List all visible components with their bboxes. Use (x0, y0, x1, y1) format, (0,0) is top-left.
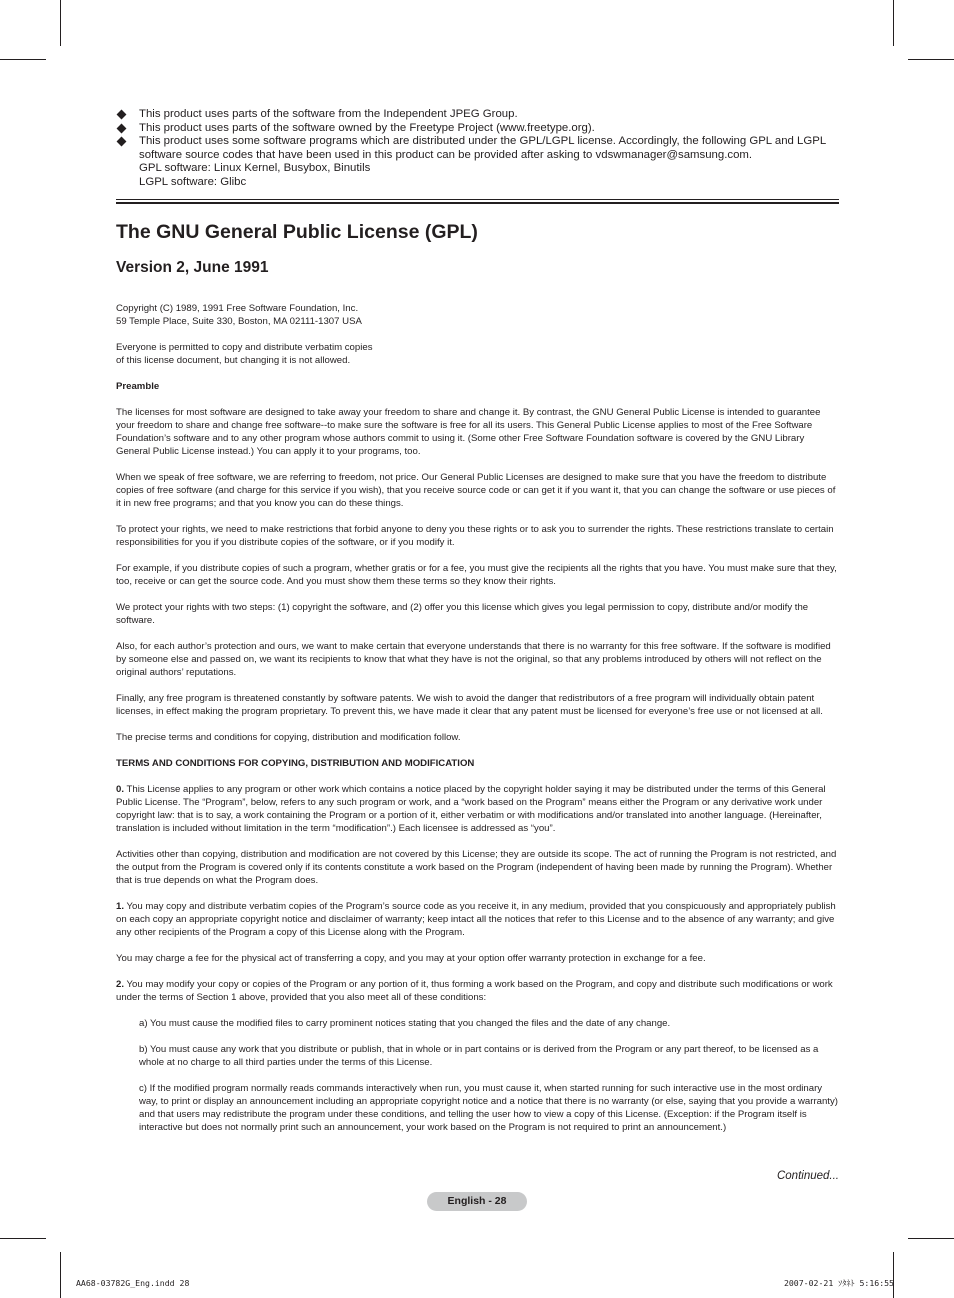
diamond-bullet-icon (117, 137, 127, 147)
crop-mark (908, 59, 954, 60)
crop-mark (893, 0, 894, 46)
list-item (116, 108, 839, 122)
bullet-text: LGPL software: Glibc (139, 175, 247, 188)
page-title: The GNU General Public License (GPL) (116, 221, 478, 243)
section-divider (116, 199, 839, 204)
list-item (116, 135, 839, 189)
copyright-notice (116, 302, 839, 328)
crop-mark (60, 0, 61, 46)
bullet-text: This product uses some software programs which are distributed under the GPL/LGPL license. Accordingly, the following GPL and LGPL software source codes that have been used in this product can be provided after asking to vdswmanager@samsung.com. (139, 135, 826, 161)
address-line: 59 Temple Place, Suite 330, Boston, MA 02111-1307 USA (116, 316, 362, 327)
bullet-text: GPL software: Linux Kernel, Busybox, Binutils (139, 162, 371, 174)
section-text: You may copy and distribute verbatim copies of the Program’s source code as you receive it, in any medium, provided that you conspicuously and appropriately publish on each copy an appropriate copyright notice and disclaimer of warranty; keep intact all the notices that refer to this License and to the absence of any warranty; and give any other recipients of the Program a copy of this License along with the Program. (116, 901, 836, 938)
section-1-extra: You may charge a fee for the physical act of transferring a copy, and you may at your option offer warranty protection in exchange for a fee. (116, 953, 706, 964)
diamond-bullet-icon (117, 110, 127, 120)
page-content (116, 108, 839, 1147)
section-text: You may modify your copy or copies of the Program or any portion of it, thus forming a work based on the Program, and copy and distribute such modifications or work under the terms of Section 1 above, provided that you also meet all of these conditions: (116, 979, 833, 1003)
preamble-paragraph: The licenses for most software are designed to take away your freedom to share and change it. By contrast, the GNU General Public License is intended to guarantee your freedom to share and change free software--to make sure the software is free for all its users. This General Public License applies to most of the Free Software Foundation’s software and to any other program whose authors commit to using it. (Some other Free Software Foundation software is covered by the GNU Library General Public License instead.) You can apply it to your programs, too. (116, 407, 821, 457)
bullet-text: This product uses parts of the software from the Independent JPEG Group. (139, 108, 518, 120)
permission-line: of this license document, but changing it is not allowed. (116, 355, 351, 366)
page-number-badge: English - 28 (427, 1192, 527, 1211)
section-2 (116, 978, 839, 1004)
permission-line: Everyone is permitted to copy and distribute verbatim copies (116, 342, 373, 353)
preamble-paragraph: For example, if you distribute copies of such a program, whether gratis or for a fee, you must give the recipients all the rights that you have. You must make sure that they, too, receive or can get the source code. And you must show them these terms so they know their rights. (116, 563, 837, 587)
crop-mark (0, 1238, 46, 1239)
continued-note: Continued... (776, 1170, 839, 1182)
section-number: 1. (116, 901, 125, 912)
crop-mark (60, 1252, 61, 1298)
section-0 (116, 783, 839, 835)
preamble-paragraph: To protect your rights, we need to make restrictions that forbid anyone to deny you these rights or to ask you to surrender the rights. These restrictions translate to certain responsibilities for you if you distribute copies of the software, or if you modify it. (116, 524, 834, 548)
preamble-heading: Preamble (116, 381, 160, 392)
license-body (116, 302, 839, 1134)
intro-bullet-list (116, 108, 839, 189)
preamble-paragraph: The precise terms and conditions for copying, distribution and modification follow. (116, 732, 461, 743)
terms-heading: TERMS AND CONDITIONS FOR COPYING, DISTRIBUTION AND MODIFICATION (116, 758, 475, 769)
section-1 (116, 900, 839, 939)
section-number: 0. (116, 784, 125, 795)
crop-mark (0, 59, 46, 60)
diamond-bullet-icon (117, 123, 127, 133)
permission-notice (116, 341, 839, 367)
section-number: 2. (116, 979, 125, 990)
preamble-paragraph: We protect your rights with two steps: (1) copyright the software, and (2) offer you this license which gives you legal permission to copy, distribute and/or modify the software. (116, 602, 809, 626)
preamble-paragraph: Also, for each author’s protection and ours, we want to make certain that everyone understands that there is no warranty for this free software. If the software is modified by someone else and passed on, we want its recipients to know that what they have is not the original, so that any problems introduced by others will not reflect on the original authors’ reputations. (116, 641, 831, 678)
preamble-paragraph: Finally, any free program is threatened constantly by software patents. We wish to avoid the danger that redistributors of a free program will individually obtain patent licenses, in effect making the program proprietary. To prevent this, we have made it clear that any patent must be licensed for everyone’s free use or not licensed at all. (116, 693, 823, 717)
copyright-line: Copyright (C) 1989, 1991 Free Software Foundation, Inc. (116, 303, 359, 314)
bullet-text: This product uses parts of the software owned by the Freetype Project (www.freetype.org). (139, 121, 595, 134)
section-0-extra: Activities other than copying, distribution and modification are not covered by this License; they are outside its scope. The act of running the Program is not restricted, and the output from the Program is covered only if its contents constitute a work based on the Program (independent of having been made by running the Program). Whether that is true depends on what the Program does. (116, 849, 837, 886)
crop-mark (893, 1252, 894, 1298)
section-2-item-b: b) You must cause any work that you distribute or publish, that in whole or in part contains or is derived from the Program or any part thereof, to be licensed as a whole at no charge to all third parties under the terms of this License. (139, 1044, 819, 1068)
section-text: This License applies to any program or other work which contains a notice placed by the copyright holder saying it may be distributed under the terms of this General Public License. The “Program”, below, refers to any such program or work, and a “work based on the Program” means either the Program or any derivative work under copyright law: that is to say, a work containing the Program or a portion of it, either verbatim or with modifications and/or translated into another language. (Hereinafter, translation is included without limitation in the term “modification”.) Each licensee is addressed as “you”. (116, 784, 826, 834)
section-2-item-a: a) You must cause the modified files to carry prominent notices stating that you changed the files and the date of any change. (139, 1018, 671, 1029)
list-item (116, 122, 839, 136)
preamble-paragraph: When we speak of free software, we are referring to freedom, not price. Our General Public Licenses are designed to make sure that you have the freedom to distribute copies of free software (and charge for this service if you wish), that you receive source code or can get it if you want it, that you can change the software or use pieces of it in new free programs; and that you know you can do these things. (116, 472, 836, 509)
page-subtitle: Version 2, June 1991 (116, 259, 269, 276)
section-2-item-c: c) If the modified program normally reads commands interactively when run, you must cause it, when started running for such interactive use in the most ordinary way, to print or display an announcement including an appropriate copyright notice and a notice that there is no warranty (or else, saying that you provide a warranty) and that users may redistribute the program under these conditions, and telling the user how to view a copy of this License. (Exception: if the Program itself is interactive but does not normally print such an announcement, your work based on the Program is not required to print an announcement.) (139, 1083, 838, 1133)
crop-mark (908, 1238, 954, 1239)
print-slug-file: AA68-03782G_Eng.indd 28 (76, 1278, 190, 1288)
print-slug-timestamp: 2007-02-21 ｿﾀﾈﾄ 5:16:55 (783, 1278, 894, 1288)
